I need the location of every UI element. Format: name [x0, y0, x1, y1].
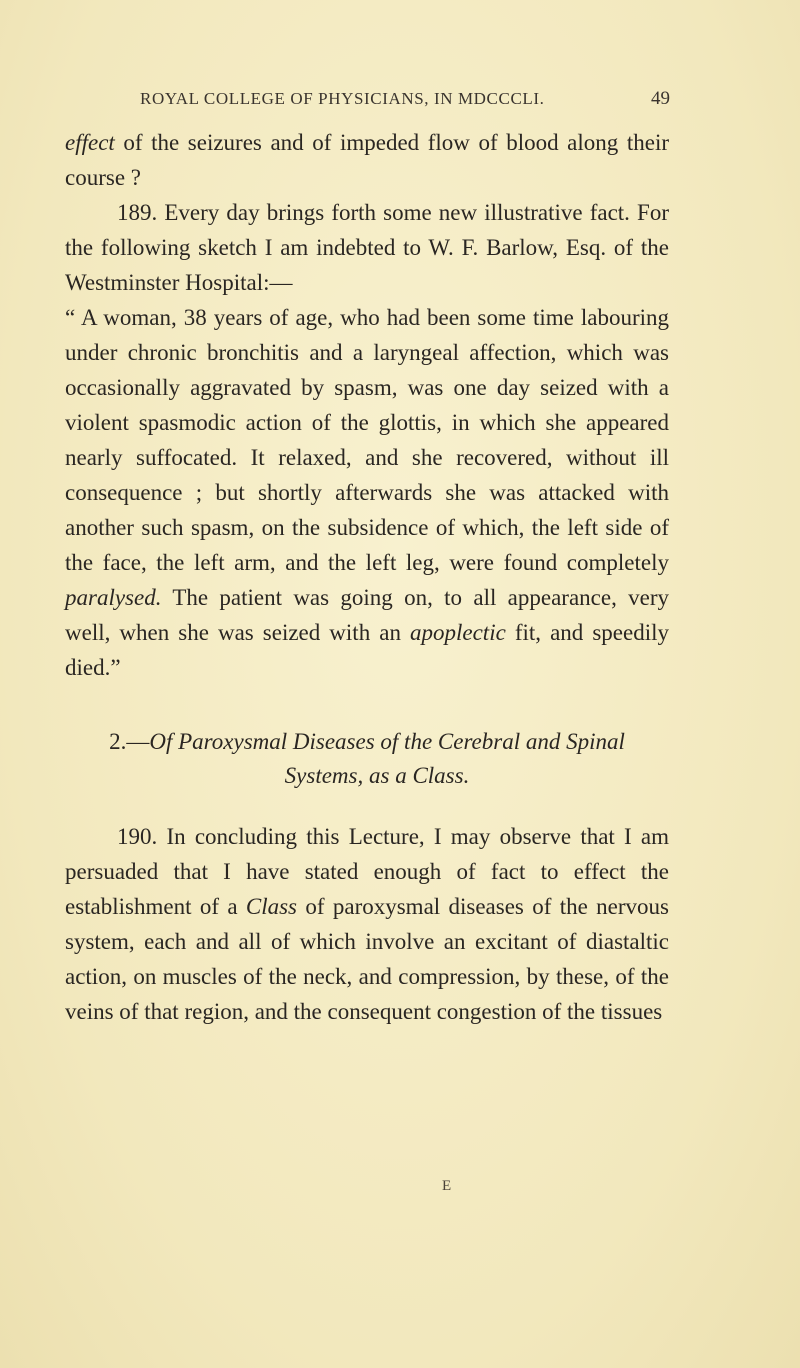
- paragraph-190-text-a: 190. In concluding this Lecture, I may observe that I am persuaded that I have stated enough of fact to effect the establishment of a: [65, 824, 669, 919]
- body-text: [65, 125, 669, 1029]
- paragraph-190: [65, 819, 669, 1029]
- italic-paralysed: paralysed.: [65, 585, 162, 610]
- heading-line-2: Systems, as a Class.: [284, 763, 470, 788]
- italic-effect: effect: [65, 130, 115, 155]
- heading-number: 2.—: [109, 729, 150, 754]
- heading-line-1: Of Paroxysmal Diseases of the Cerebral and Spinal: [149, 729, 625, 754]
- page-number: 49: [651, 88, 670, 109]
- italic-apoplectic: apoplectic: [410, 620, 506, 645]
- paragraph-190-text-b: of paroxysmal diseases of the nervous system, each and all of which involve an excitant of diastaltic action, on muscles of the neck, and compression, by these, of the veins of that region, and the consequent congestion of the tissues: [65, 894, 669, 1024]
- paragraph-189: 189. Every day brings forth some new illustrative fact. For the following sketch I am indebted to W. F. Barlow, Esq. of the Westminster Hospital:—: [65, 200, 669, 295]
- running-title: ROYAL COLLEGE OF PHYSICIANS, IN MDCCCLI.: [140, 89, 545, 108]
- quote-text-c: fit, and speedily died.”: [65, 620, 669, 680]
- paragraph-quote: [65, 300, 669, 685]
- running-head: [140, 88, 670, 110]
- paragraph-continued: [65, 125, 669, 195]
- quote-text-a: “ A woman, 38 years of age, who had been some time labouring under chronic bronchitis and a laryngeal affection, which was occasionally aggravated by spasm, was one day seized with a violent spasmodic action of the glottis, in which she appeared nearly suffocated. It relaxed, and she recovered, without ill consequence ; but shortly afterwards she was attacked with another such spasm, on the subsidence of which, the left side of the face, the left arm, and the left leg, were found completely: [65, 305, 669, 575]
- signature-mark: E: [442, 1178, 452, 1194]
- italic-class: Class: [245, 894, 298, 919]
- section-heading: [65, 725, 669, 793]
- quote-text-b: The patient was going on, to all appearance, very well, when she was seized with an: [65, 585, 669, 645]
- paragraph-text: of the seizures and of impeded flow of blood along their course ?: [65, 130, 669, 190]
